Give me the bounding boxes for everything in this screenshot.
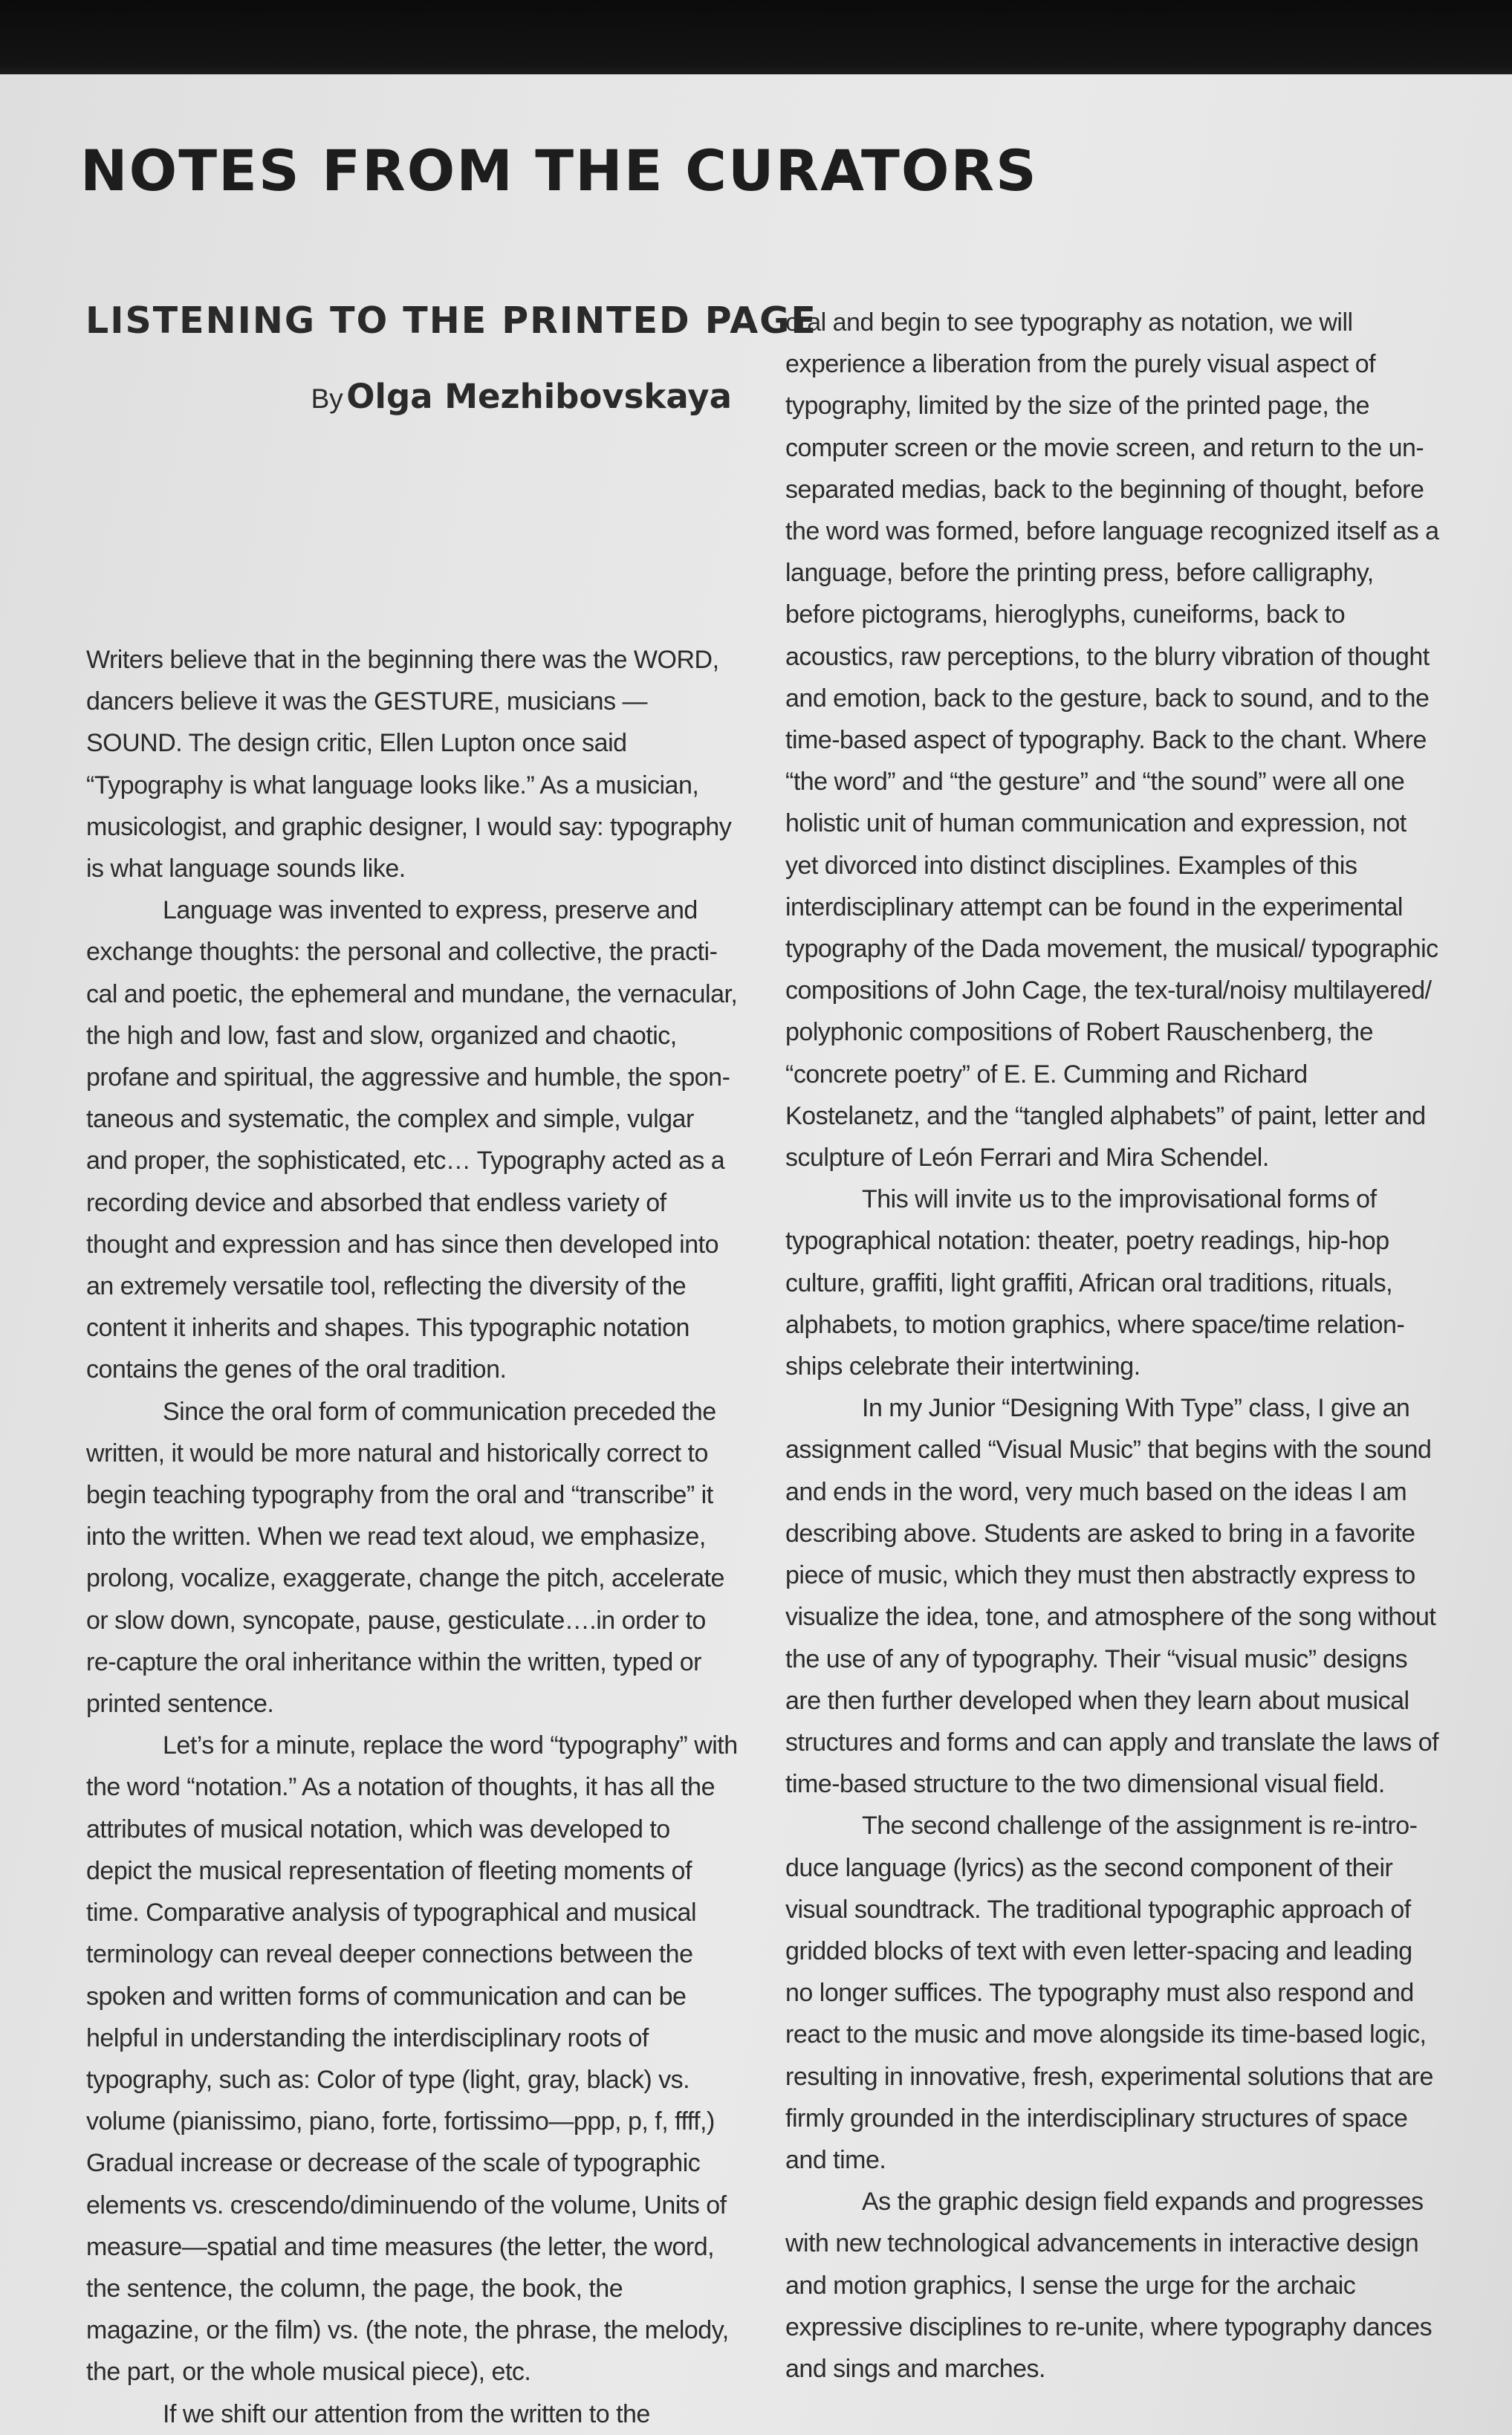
paragraph: Since the oral form of communication preceded the written, it would be more natural and historically correct to begin teaching typography from the oral and “transcribe” it into the written. When we read text aloud, we emphasize, prolong, vocalize, exaggerate, change the pitch, accelerate or slow down, syncopate, pause, gesticulate….in order to re-capture the oral inheritance within the written, typed or printed sentence. [86,1397,724,1719]
section-heading: NOTES FROM THE CURATORS [80,137,1038,204]
paragraph: In my Junior “Designing With Type” class, I give an assignment called “Visual Music” that begins with the sound and ends in the word, very much based on the ideas I am describing above. Students are asked to bring in a favorite piece of music, which they must then abstractly express to visualize the idea, tone, and atmosphere of the song without the use of any of typography. Their “visual music” designs are then further developed when they learn about musical structures and forms and can apply and translate the laws of time-based structure to the two dimensional visual field. [785,1394,1439,1799]
paragraph: As the graphic design field expands and progresses with new technological advancements in interactive design and motion graphics, I sense the urge for the archaic expressive disciplines to re-unite, where typography dances and sings and marches. [785,2188,1432,2383]
paragraph: oral and begin to see typography as notation, we will experience a liberation from the purely visual aspect of typography, limited by the size of the printed page, the computer screen or the movie screen, and return to the un-separated medias, back to the beginning of thought, before the word was formed, before language recognized itself as a language, before the printing press, before calligraphy, before pictograms, hieroglyphs, cuneiforms, back to acoustics, raw perceptions, to the blurry vibration of thought and emotion, back to the gesture, back to sound, and to the time-based aspect of typography. Back to the chant. Where “the word” and “the gesture” and “the sound” were all one holistic unit of human communication and expression, not yet divorced into distinct disciplines. Examples of this interdisciplinary attempt can be found in the experimental typography of the Dada movement, the musical/ typographic compositions of John Cage, the tex-tural/noisy multilayered/ polyphonic compositions of Robert Rauschenberg, the “concrete poetry” of E. E. Cumming and Richard Kostelanetz, and the “tangled alphabets” of paint, letter and sculpture of León Ferrari and Mira Schendel. [785,308,1439,1173]
paragraph: The second challenge of the assignment is re-intro-duce language (lyrics) as the second component of their visual soundtrack. The traditional typographic approach of gridded blocks of text with even letter-spacing and leading no longer suffices. The typography must also respond and react to the music and move alongside its time-based logic, resulting in innovative, fresh, experimental solutions that are firmly grounded in the interdisciplinary structures of space and time. [785,1812,1433,2174]
paragraph: Writers believe that in the beginning there was the WORD, dancers believe it was the GESTURE, musicians —SOUND. The design critic, Ellen Lupton once said “Typography is what language looks like.” As a musician, musicologist, and graphic designer, I would say: typography is what language sounds like. [86,646,732,883]
byline-prefix: By [311,383,343,414]
paragraph: This will invite us to the improvisational forms of typographical notation: theater, poetry readings, hip-hop culture, graffiti, light graffiti, African oral traditions, rituals, alphabets, to motion graphics, where space/time relation-ships celebrate their intertwining. [785,1185,1405,1381]
byline [74,377,732,416]
paragraph: Language was invented to express, preserve and exchange thoughts: the personal and collective, the practi-cal and poetic, the ephemeral and mundane, the vernacular, the high and low, fast and slow, organized and chaotic, profane and spiritual, the aggressive and humble, the spon-taneous and systematic, the complex and simple, vulgar and proper, the sophisticated, etc… Typography acted as a recording device and absorbed that endless variety of thought and expression and has since then developed into an extremely versatile tool, reflecting the diversity of the content it inherits and shapes. This typographic notation contains the genes of the oral tradition. [86,896,738,1384]
author-name: Olga Mezhibovskaya [346,377,732,416]
printed-page [0,74,1512,2435]
right-column [785,302,1439,2390]
article-title: LISTENING TO THE PRINTED PAGE [85,299,817,342]
paragraph: If we shift our attention from the written to the [163,2399,650,2428]
left-column [86,639,740,2435]
paragraph: Let’s for a minute, replace the word “typography” with the word “notation.” As a notation of thoughts, it has all the attributes of musical notation, which was developed to depict the musical representation of fleeting moments of time. Comparative analysis of typographical and musical terminology can reveal deeper connections between the spoken and written forms of communication and can be helpful in understanding the interdisciplinary roots of typography, such as: Color of type (light, gray, black) vs. volume (pianissimo, piano, forte, fortissimo—ppp, p, f, ffff,) Gradual increase or decrease of the scale of typographic elements vs. crescendo/diminuendo of the volume, Units of measure—spatial and time measures (the letter, the word, the sentence, the column, the page, the book, the magazine, or the film) vs. (the note, the phrase, the melody, the part, or the whole musical piece), etc. [86,1731,738,2387]
